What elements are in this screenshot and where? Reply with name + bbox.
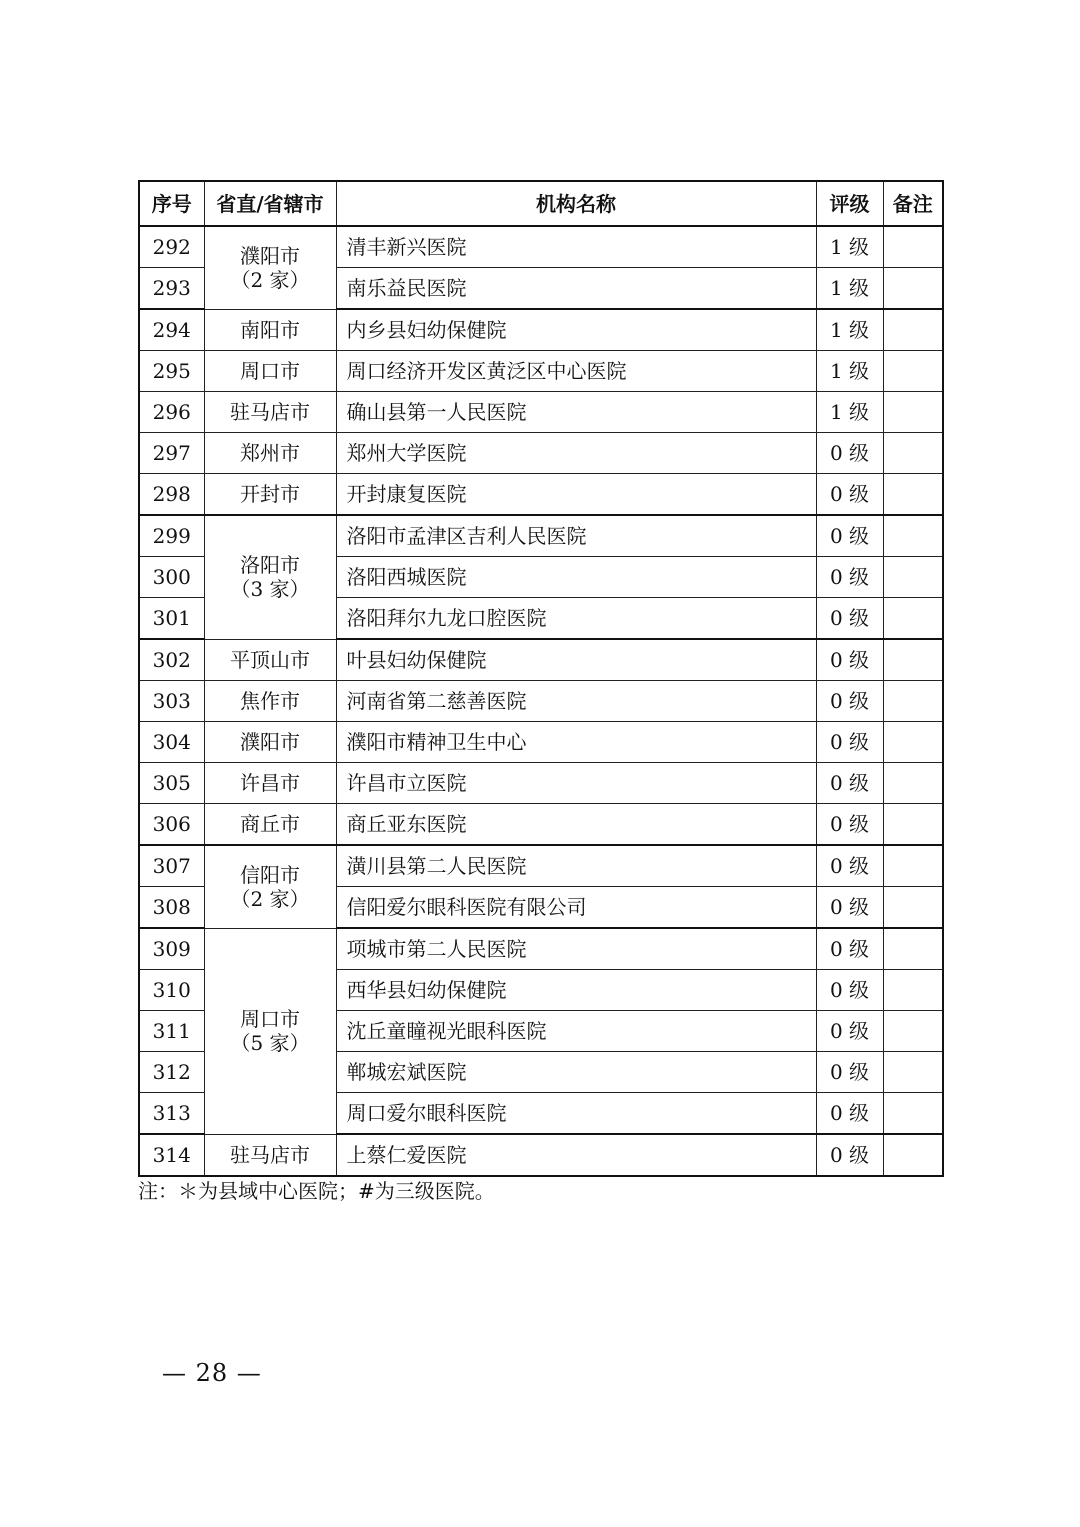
city-name: 洛阳市 — [240, 553, 300, 578]
row-num: 311 — [139, 1011, 204, 1052]
row-num: 306 — [139, 804, 204, 846]
row-num: 305 — [139, 763, 204, 804]
city-name: 周口市 — [240, 1007, 300, 1031]
row-grade: 0 级 — [816, 1134, 883, 1176]
row-grade: 0 级 — [816, 970, 883, 1011]
city-name: 濮阳市 — [240, 243, 300, 268]
row-note — [883, 351, 943, 392]
row-num: 302 — [139, 639, 204, 681]
row-num: 293 — [139, 268, 204, 310]
row-num: 307 — [139, 845, 204, 887]
row-note — [883, 763, 943, 804]
row-grade: 0 级 — [816, 639, 883, 681]
row-grade: 0 级 — [816, 763, 883, 804]
table-row — [139, 351, 943, 392]
row-name: 郑州大学医院 — [336, 433, 816, 474]
row-grade: 0 级 — [816, 1052, 883, 1093]
table-row — [139, 763, 943, 804]
row-note — [883, 474, 943, 516]
row-note — [883, 970, 943, 1011]
row-grade: 0 级 — [816, 1011, 883, 1052]
row-name: 周口经济开发区黄泛区中心医院 — [336, 351, 816, 392]
row-city — [204, 928, 336, 1134]
row-note — [883, 681, 943, 722]
row-note — [883, 557, 943, 598]
row-grade: 0 级 — [816, 557, 883, 598]
row-name: 信阳爱尔眼科医院有限公司 — [336, 887, 816, 929]
row-grade: 0 级 — [816, 887, 883, 929]
row-note — [883, 722, 943, 763]
row-name: 洛阳拜尔九龙口腔医院 — [336, 598, 816, 640]
city-count: （5 家） — [230, 1031, 310, 1055]
row-grade: 0 级 — [816, 681, 883, 722]
row-note — [883, 1093, 943, 1135]
table-row — [139, 515, 943, 557]
row-num: 298 — [139, 474, 204, 516]
row-city: 濮阳市 — [204, 722, 336, 763]
row-name: 叶县妇幼保健院 — [336, 639, 816, 681]
row-grade: 0 级 — [816, 515, 883, 557]
table-row — [139, 639, 943, 681]
row-grade: 0 级 — [816, 928, 883, 970]
row-note — [883, 845, 943, 887]
row-grade: 0 级 — [816, 722, 883, 763]
row-note — [883, 1052, 943, 1093]
city-name: 信阳市 — [240, 862, 300, 887]
header-num: 序号 — [139, 181, 204, 226]
row-name: 河南省第二慈善医院 — [336, 681, 816, 722]
row-grade: 1 级 — [816, 226, 883, 268]
table-row — [139, 722, 943, 763]
row-city — [204, 226, 336, 309]
header-name: 机构名称 — [336, 181, 816, 226]
row-city: 平顶山市 — [204, 639, 336, 681]
table-row — [139, 226, 943, 268]
row-grade: 1 级 — [816, 268, 883, 310]
row-grade: 1 级 — [816, 351, 883, 392]
row-city: 许昌市 — [204, 763, 336, 804]
row-name: 清丰新兴医院 — [336, 226, 816, 268]
row-name: 许昌市立医院 — [336, 763, 816, 804]
row-note — [883, 515, 943, 557]
row-grade: 0 级 — [816, 433, 883, 474]
row-name: 潢川县第二人民医院 — [336, 845, 816, 887]
row-city — [204, 845, 336, 928]
row-name: 濮阳市精神卫生中心 — [336, 722, 816, 763]
row-name: 洛阳市孟津区吉利人民医院 — [336, 515, 816, 557]
row-city: 焦作市 — [204, 681, 336, 722]
row-note — [883, 1011, 943, 1052]
table-row — [139, 928, 943, 970]
row-num: 304 — [139, 722, 204, 763]
row-grade: 1 级 — [816, 309, 883, 351]
row-num: 310 — [139, 970, 204, 1011]
row-grade: 0 级 — [816, 845, 883, 887]
row-note — [883, 392, 943, 433]
table-row — [139, 1134, 943, 1176]
header-city: 省直/省辖市 — [204, 181, 336, 226]
row-city: 周口市 — [204, 351, 336, 392]
city-count: （3 家） — [230, 577, 310, 602]
row-name: 确山县第一人民医院 — [336, 392, 816, 433]
table-row — [139, 804, 943, 846]
table-row — [139, 309, 943, 351]
page-number: — 28 — — [162, 1359, 262, 1387]
row-grade: 0 级 — [816, 804, 883, 846]
city-count: （2 家） — [230, 267, 310, 292]
row-note — [883, 887, 943, 929]
row-city: 开封市 — [204, 474, 336, 516]
row-name: 郸城宏斌医院 — [336, 1052, 816, 1093]
row-note — [883, 639, 943, 681]
row-name: 沈丘童瞳视光眼科医院 — [336, 1011, 816, 1052]
row-note — [883, 1134, 943, 1176]
row-city: 驻马店市 — [204, 392, 336, 433]
row-num: 297 — [139, 433, 204, 474]
row-grade: 0 级 — [816, 1093, 883, 1135]
row-num: 300 — [139, 557, 204, 598]
table-row — [139, 392, 943, 433]
row-num: 309 — [139, 928, 204, 970]
table-header-row — [139, 181, 943, 226]
table-row — [139, 681, 943, 722]
row-city — [204, 515, 336, 639]
row-num: 294 — [139, 309, 204, 351]
header-note: 备注 — [883, 181, 943, 226]
row-city: 商丘市 — [204, 804, 336, 846]
row-note — [883, 226, 943, 268]
row-grade: 0 级 — [816, 474, 883, 516]
row-name: 洛阳西城医院 — [336, 557, 816, 598]
row-note — [883, 598, 943, 640]
row-num: 301 — [139, 598, 204, 640]
row-num: 299 — [139, 515, 204, 557]
city-count: （2 家） — [230, 886, 310, 911]
row-grade: 1 级 — [816, 392, 883, 433]
header-grade: 评级 — [816, 181, 883, 226]
row-city: 南阳市 — [204, 309, 336, 351]
row-note — [883, 433, 943, 474]
row-name: 南乐益民医院 — [336, 268, 816, 310]
row-name: 上蔡仁爱医院 — [336, 1134, 816, 1176]
row-name: 商丘亚东医院 — [336, 804, 816, 846]
row-num: 295 — [139, 351, 204, 392]
row-grade: 0 级 — [816, 598, 883, 640]
row-name: 西华县妇幼保健院 — [336, 970, 816, 1011]
row-num: 313 — [139, 1093, 204, 1135]
row-city: 驻马店市 — [204, 1134, 336, 1176]
row-note — [883, 804, 943, 846]
row-city: 郑州市 — [204, 433, 336, 474]
table-row — [139, 845, 943, 887]
row-name: 内乡县妇幼保健院 — [336, 309, 816, 351]
row-note — [883, 268, 943, 310]
row-note — [883, 928, 943, 970]
row-num: 314 — [139, 1134, 204, 1176]
row-num: 308 — [139, 887, 204, 929]
row-name: 开封康复医院 — [336, 474, 816, 516]
table-footnote: 注：＊为县域中心医院；#为三级医院。 — [138, 1179, 495, 1203]
row-num: 292 — [139, 226, 204, 268]
row-name: 周口爱尔眼科医院 — [336, 1093, 816, 1135]
row-num: 312 — [139, 1052, 204, 1093]
row-name: 项城市第二人民医院 — [336, 928, 816, 970]
table-row — [139, 474, 943, 516]
row-num: 296 — [139, 392, 204, 433]
row-note — [883, 309, 943, 351]
table-row — [139, 433, 943, 474]
hospital-rating-table — [138, 180, 944, 1177]
row-num: 303 — [139, 681, 204, 722]
